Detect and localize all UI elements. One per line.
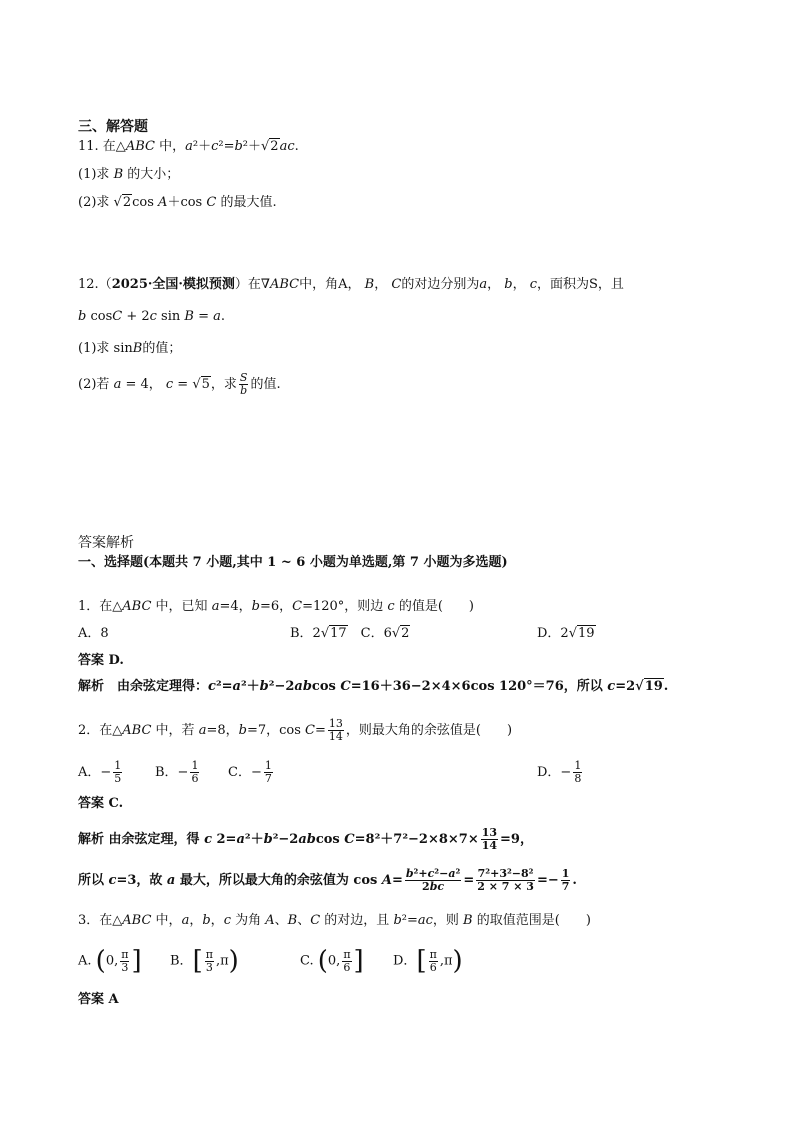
a3-option-c: C. (0, $\frac{\pi}{6}$ ] [300, 946, 364, 976]
answers-section-one: 一、选择题(本题共 7 小题,其中 1 ~ 6 小题为单选题,第 7 小题为多选题) [78, 555, 508, 570]
a1-analysis: 解析 由余弦定理得：c²=a²＋b²−2abcos C=16＋36−2×4×6cos 120°＝76，所以 c=2√19. [78, 679, 669, 694]
a1-option-bc: B．2√17 C．6√2 [290, 626, 410, 641]
q11-stem: 11. 在△ABC 中，a²＋c²=b²＋√2ac. [78, 139, 299, 154]
a3-option-d: D．[ $\frac{\pi}{6}$ ,π) [393, 946, 463, 976]
a3-option-a: A. (0, $\frac{\pi}{3}$ ] [78, 946, 142, 976]
q11-part1: (1)求 B 的大小； [78, 167, 180, 182]
a1-stem: 1．在△ABC 中，已知 a=4，b=6，C=120°，则边 c 的值是( ) [78, 599, 474, 614]
q12-condition: b cosC + 2c sin B = a. [78, 309, 226, 324]
a2-option-c: C．− $\frac{1}{7}$ [228, 759, 272, 785]
q12-part2: (2)若 a = 4， c = √5，求 $\frac{S}{b}$ 的值. [78, 371, 281, 397]
a1-option-d: D．2√19 [537, 626, 595, 641]
a3-option-b: B．[ $\frac{\pi}{3}$ ,π) [170, 946, 239, 976]
a1-option-a: A．8 [78, 626, 109, 641]
answers-title: 答案解析 [78, 535, 134, 551]
a3-answer: 答案 A [78, 992, 119, 1007]
a2-option-b: B．− $\frac{1}{6}$ [155, 759, 199, 785]
q12-part1: (1)求 sinB的值； [78, 341, 182, 356]
a2-option-d: D．− $\frac{1}{8}$ [537, 759, 582, 785]
a2-answer: 答案 C. [78, 796, 124, 811]
a2-stem: 2．在△ABC 中，若 a=8，b=7，cos C= $\frac{13}{14}$ ，则最大角的余弦值是( ) [78, 717, 513, 743]
q12-stem: 12.（2025·全国·模拟预测）在∇ABC中，角A， B， C的对边分别为a， b， c，面积为S，且 [78, 277, 624, 292]
a2-option-a: A．− $\frac{1}{5}$ [78, 759, 122, 785]
a1-answer: 答案 D. [78, 653, 124, 668]
q11-part2: (2)求 √2cos A＋cos C 的最大值. [78, 195, 277, 210]
section-heading-three: 三、解答题 [78, 119, 148, 135]
a3-stem: 3．在△ABC 中，a，b，c 为角 A、B、C 的对边，且 b²=ac，则 B 的取值范围是( ) [78, 913, 591, 928]
a2-analysis-line1: 解析 由余弦定理，得 c 2=a²＋b²−2abcos C=8²＋7²−2×8×7× $\frac{13}{14}$ =9， [78, 826, 533, 852]
a2-analysis-line2: 所以 c=3，故 a 最大，所以最大角的余弦值为 cos A= $\frac{\text{b²+c²−a²}}{2bc}$ = $\frac{\text{7²+3²−8²}}{2 \times 7 \times 3}$ =− $\frac{1}{7}$ . [78, 867, 577, 893]
